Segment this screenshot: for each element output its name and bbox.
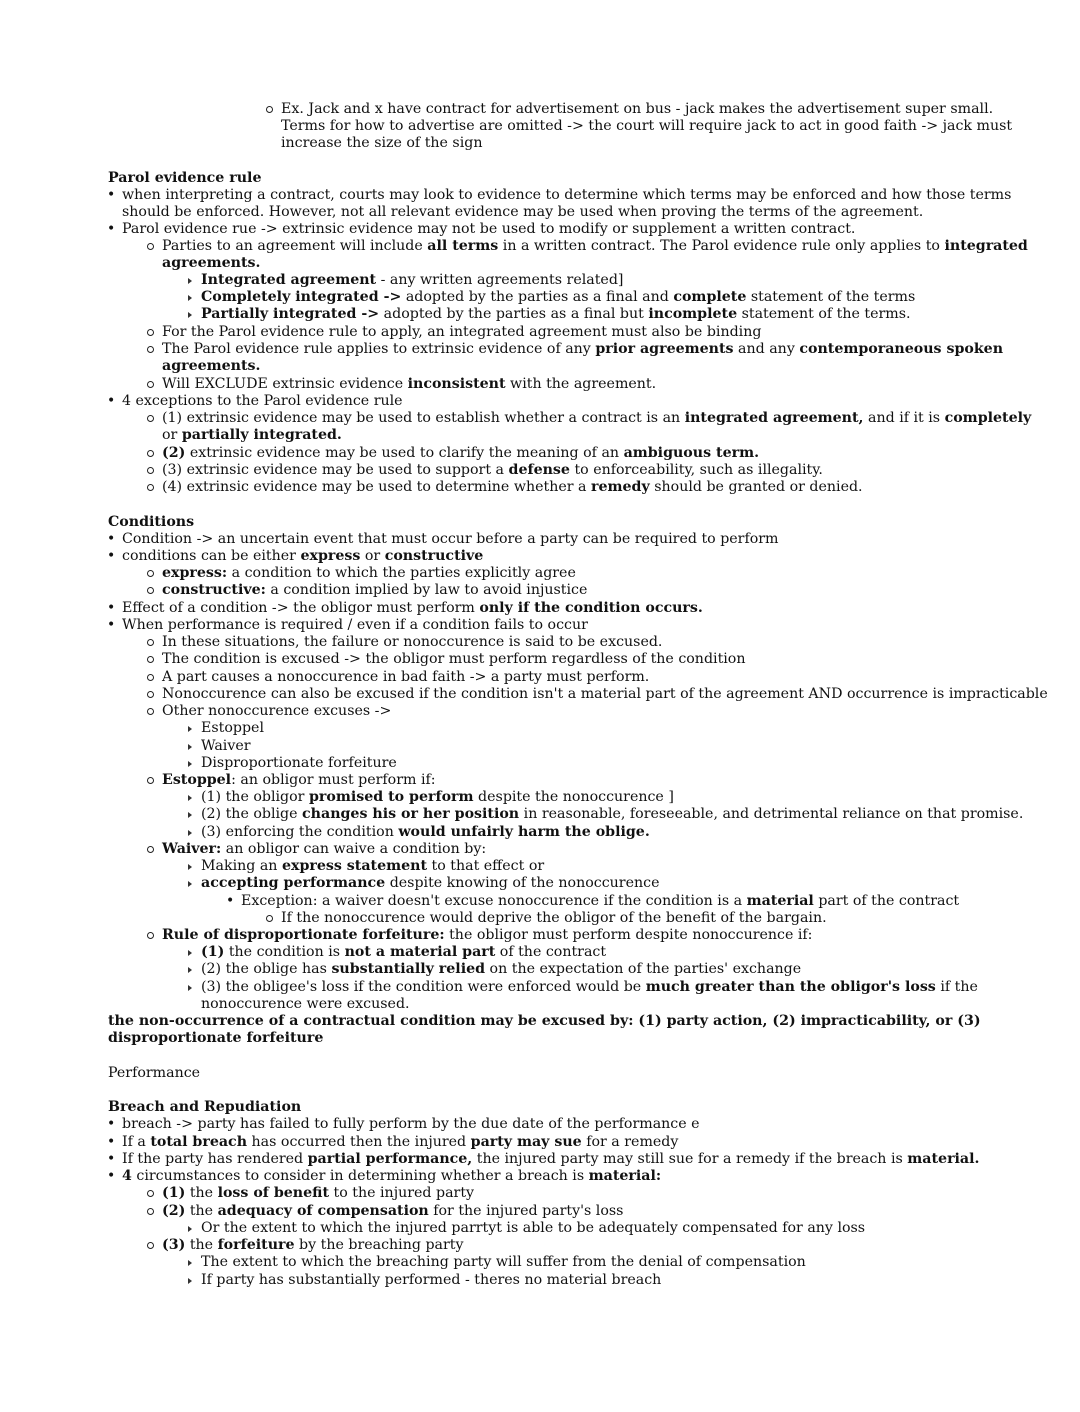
bullet-icon: •	[107, 1134, 116, 1150]
circle-bullet-icon	[266, 915, 273, 922]
bold-text: completely	[944, 410, 1032, 426]
text-line	[201, 289, 915, 306]
text: If party has substantially performed - theres no material breach	[201, 1272, 662, 1288]
text: If the party has rendered	[122, 1151, 308, 1167]
text-line	[108, 1099, 301, 1116]
bold-text: constructive	[384, 548, 484, 564]
bold-text: total breach	[150, 1134, 248, 1150]
text-line	[201, 875, 659, 892]
text-line	[162, 376, 656, 393]
text: Estoppel	[201, 720, 264, 736]
circle-bullet-icon	[147, 708, 154, 715]
text: (3) the obligee's loss if the condition were enforced would be	[201, 979, 646, 995]
text: (2) the oblige	[201, 806, 303, 822]
text-line	[201, 1220, 865, 1237]
circle-bullet-icon	[147, 450, 154, 457]
circle-bullet-icon	[147, 846, 154, 853]
bold-text: Partially integrated ->	[201, 306, 380, 322]
circle-bullet-icon	[147, 691, 154, 698]
text: Condition -> an uncertain event that must occur before a party can be required to perform	[122, 531, 779, 547]
bold-text: Waiver:	[162, 841, 222, 857]
text: Waiver	[201, 738, 251, 754]
text-line	[201, 806, 1023, 823]
text-line	[201, 306, 911, 323]
text: circumstances to consider in determining whether a breach is	[131, 1168, 589, 1184]
circle-bullet-icon	[147, 329, 154, 336]
text: the injured party may still sue for a remedy if the breach is	[472, 1151, 908, 1167]
circle-bullet-icon	[147, 415, 154, 422]
bold-text: remedy	[591, 479, 650, 495]
text-line	[162, 565, 576, 582]
text-line	[201, 738, 251, 755]
text-line	[162, 445, 759, 462]
circle-bullet-icon	[147, 346, 154, 353]
bold-text: ambiguous term.	[623, 445, 760, 461]
text: Will EXCLUDE extrinsic evidence	[162, 376, 408, 392]
bold-text: defense	[508, 462, 570, 478]
text: Nonoccurence can also be excused if the condition isn't a material part of the agreement AND occurrence is impracticable	[162, 686, 1048, 702]
circle-bullet-icon	[147, 1242, 154, 1249]
bold-text: Integrated agreement	[201, 272, 377, 288]
triangle-bullet-icon	[188, 864, 192, 870]
text: with the agreement.	[505, 376, 657, 392]
bold-text: loss of benefit	[217, 1185, 330, 1201]
bold-text: forfeiture	[217, 1237, 295, 1253]
text-line	[201, 1254, 806, 1271]
bold-text: material	[746, 893, 814, 909]
text: the	[185, 1203, 218, 1219]
text: (3) enforcing the condition	[201, 824, 399, 840]
text-line	[201, 1272, 661, 1289]
text: by the breaching party	[294, 1237, 464, 1253]
text-line	[201, 979, 978, 996]
text-line	[107, 1116, 700, 1133]
text: If a	[122, 1134, 151, 1150]
bullet-icon: •	[107, 221, 116, 237]
bold-text: Parol evidence rule	[108, 170, 262, 186]
text-line	[107, 617, 588, 634]
circle-bullet-icon	[147, 484, 154, 491]
text-line	[108, 170, 261, 187]
text-line	[281, 118, 1012, 135]
text: the condition is	[224, 944, 345, 960]
text: Disproportionate forfeiture	[201, 755, 397, 771]
circle-bullet-icon	[147, 1190, 154, 1197]
triangle-bullet-icon	[188, 278, 192, 284]
bold-text: disproportionate forfeiture	[108, 1030, 324, 1046]
text: in a written contract. The Parol evidence rule only applies to	[498, 238, 945, 254]
text: in reasonable, foreseeable, and detrimental reliance on that promise.	[519, 806, 1024, 822]
bullet-icon: •	[107, 617, 116, 633]
circle-bullet-icon	[147, 932, 154, 939]
text-line	[108, 1030, 323, 1047]
circle-bullet-icon	[147, 381, 154, 388]
circle-bullet-icon	[266, 106, 273, 113]
text-line	[107, 531, 779, 548]
bold-text: Rule of disproportionate forfeiture:	[162, 927, 445, 943]
bold-text: much greater than the obligor's loss	[645, 979, 936, 995]
bold-text: agreements.	[162, 358, 261, 374]
text: (3) extrinsic evidence may be used to support a	[162, 462, 509, 478]
bullet-icon: •	[107, 393, 116, 409]
triangle-bullet-icon	[188, 295, 192, 301]
bold-text: complete	[673, 289, 747, 305]
text: the	[185, 1185, 218, 1201]
bold-text: adequacy of compensation	[217, 1203, 429, 1219]
circle-bullet-icon	[147, 467, 154, 474]
text-line	[201, 789, 674, 806]
text: should be enforced. However, not all relevant evidence may be used when proving the terms of the agreement.	[122, 204, 924, 220]
circle-bullet-icon	[147, 674, 154, 681]
text: Effect of a condition -> the obligor must perform	[122, 600, 480, 616]
bullet-icon: •	[107, 600, 116, 616]
triangle-bullet-icon	[188, 967, 192, 973]
triangle-bullet-icon	[188, 1278, 192, 1284]
text: to enforceability, such as illegality.	[569, 462, 823, 478]
text: - any written agreements related]	[376, 272, 624, 288]
text-line	[107, 221, 856, 238]
text-line	[162, 255, 260, 272]
bold-text: (1)	[162, 1185, 186, 1201]
text: of the contract	[495, 944, 607, 960]
bold-text: integrated agreement,	[684, 410, 864, 426]
triangle-bullet-icon	[188, 830, 192, 836]
text-line	[201, 272, 623, 289]
bold-text: partially integrated.	[181, 427, 342, 443]
text: Terms for how to advertise are omitted -> the court will require jack to act in good faith -> jack must	[281, 118, 1013, 134]
text: breach -> party has failed to fully perform by the due date of the performance e	[122, 1116, 700, 1132]
text-line	[162, 1185, 474, 1202]
triangle-bullet-icon	[188, 1260, 192, 1266]
triangle-bullet-icon	[188, 744, 192, 750]
bullet-icon: •	[107, 531, 116, 547]
text-line	[162, 341, 1003, 358]
bold-text: promised to perform	[308, 789, 474, 805]
text: Exception: a waiver doesn't excuse nonoccurence if the condition is a	[241, 893, 747, 909]
text: The Parol evidence rule applies to extrinsic evidence of any	[162, 341, 596, 357]
text-line	[107, 1168, 662, 1185]
bold-text: partial performance,	[307, 1151, 473, 1167]
text: Making an	[201, 858, 282, 874]
triangle-bullet-icon	[188, 985, 192, 991]
text: when interpreting a contract, courts may look to evidence to determine which terms may be enforced and how those terms	[122, 187, 1012, 203]
text: to that effect or	[427, 858, 545, 874]
bold-text: material.	[907, 1151, 980, 1167]
text-line	[162, 841, 486, 858]
text: If the nonoccurence would deprive the obligor of the benefit of the bargain.	[281, 910, 827, 926]
text: to the injured party	[329, 1185, 475, 1201]
text: has occurred then the injured	[247, 1134, 471, 1150]
text-line	[162, 582, 587, 599]
text-line	[162, 651, 745, 668]
circle-bullet-icon	[147, 639, 154, 646]
bold-text: express	[300, 548, 361, 564]
text: The extent to which the breaching party will suffer from the denial of compensation	[201, 1254, 806, 1270]
text-line	[107, 1151, 980, 1168]
bold-text: prior agreements	[595, 341, 734, 357]
text: despite knowing of the nonoccurence	[385, 875, 660, 891]
text: for the injured party's loss	[428, 1203, 624, 1219]
text-line	[201, 720, 264, 737]
text-line	[162, 427, 342, 444]
text-line	[201, 755, 397, 772]
bold-text: Conditions	[108, 514, 195, 530]
text: on the expectation of the parties' exchange	[485, 961, 802, 977]
text: the	[185, 1237, 218, 1253]
text: conditions can be either	[122, 548, 301, 564]
text-line	[162, 1203, 623, 1220]
text: Or the extent to which the injured parrtyt is able to be adequately compensated for any loss	[201, 1220, 866, 1236]
text: Parties to an agreement will include	[162, 238, 428, 254]
text: for a remedy	[581, 1134, 679, 1150]
text-line	[108, 1013, 981, 1030]
text: statement of the terms.	[737, 306, 911, 322]
text-line	[107, 548, 484, 565]
bold-text: party may sue	[470, 1134, 582, 1150]
text-line	[162, 324, 761, 341]
bold-text: changes his or her position	[302, 806, 520, 822]
text: Parol evidence rue -> extrinsic evidence may not be used to modify or supplement a written contract.	[122, 221, 856, 237]
text: or	[162, 427, 182, 443]
text-line	[281, 101, 993, 118]
bold-text: express statement	[281, 858, 428, 874]
text: (2) the oblige has	[201, 961, 332, 977]
text: adopted by the parties as a final and	[401, 289, 674, 305]
triangle-bullet-icon	[188, 881, 192, 887]
text-line	[162, 479, 863, 496]
bullet-icon: •	[107, 187, 116, 203]
circle-bullet-icon	[147, 656, 154, 663]
bold-text: express:	[162, 565, 228, 581]
text: or	[360, 548, 385, 564]
text-line	[107, 393, 403, 410]
bold-text: Breach and Repudiation	[108, 1099, 302, 1115]
text: For the Parol evidence rule to apply, an integrated agreement must also be binding	[162, 324, 762, 340]
bold-text: all terms	[427, 238, 499, 254]
bold-text: (2)	[162, 445, 186, 461]
text: The condition is excused -> the obligor must perform regardless of the condition	[162, 651, 746, 667]
text: 4 exceptions to the Parol evidence rule	[122, 393, 403, 409]
bold-text: Completely integrated ->	[201, 289, 402, 305]
text-line	[201, 996, 410, 1013]
bold-text: constructive:	[162, 582, 266, 598]
bold-text: (3)	[162, 1237, 186, 1253]
bold-text: contemporaneous spoken	[799, 341, 1004, 357]
text: Other nonoccurence excuses ->	[162, 703, 392, 719]
bold-text: (2)	[162, 1203, 186, 1219]
bold-text: integrated	[944, 238, 1028, 254]
bold-text: the non-occurrence of a contractual condition may be excused by: (1) party action, (2) impracticability, or (3)	[108, 1013, 981, 1029]
triangle-bullet-icon	[188, 812, 192, 818]
text: statement of the terms	[746, 289, 916, 305]
triangle-bullet-icon	[188, 726, 192, 732]
circle-bullet-icon	[147, 587, 154, 594]
bullet-icon: •	[107, 1116, 116, 1132]
text-line	[281, 135, 482, 152]
circle-bullet-icon	[147, 243, 154, 250]
triangle-bullet-icon	[188, 795, 192, 801]
text-line	[162, 927, 812, 944]
text: nonoccurence were excused.	[201, 996, 410, 1012]
text-line	[108, 514, 194, 531]
text: and if it is	[863, 410, 945, 426]
text: Ex. Jack and x have contract for advertisement on bus - jack makes the advertisement super small.	[281, 101, 994, 117]
text-line	[107, 600, 703, 617]
triangle-bullet-icon	[188, 312, 192, 318]
circle-bullet-icon	[147, 1208, 154, 1215]
text: an obligor can waive a condition by:	[221, 841, 487, 857]
bold-text: Estoppel	[162, 772, 232, 788]
text-line	[107, 1134, 679, 1151]
bold-text: inconsistent	[407, 376, 506, 392]
text: if the	[935, 979, 978, 995]
text-line	[162, 462, 823, 479]
text-line	[162, 634, 662, 651]
text: the obligor must perform despite nonoccurence if:	[444, 927, 813, 943]
text-line	[162, 358, 260, 375]
bold-text: (1)	[201, 944, 225, 960]
circle-bullet-icon	[147, 777, 154, 784]
text: (1) the obligor	[201, 789, 309, 805]
text-line	[226, 893, 960, 910]
circle-bullet-icon	[147, 570, 154, 577]
text-line	[107, 187, 1012, 204]
text-line	[162, 686, 1048, 703]
text-line	[201, 824, 650, 841]
text: A part causes a nonoccurence in bad faith -> a party must perform.	[162, 669, 650, 685]
bold-text: substantially relied	[331, 961, 486, 977]
bold-text: 4	[122, 1168, 132, 1184]
text: increase the size of the sign	[281, 135, 483, 151]
text: : an obligor must perform if:	[231, 772, 436, 788]
text: a condition implied by law to avoid injustice	[265, 582, 588, 598]
bold-text: not a material part	[344, 944, 496, 960]
text-line	[201, 858, 544, 875]
bullet-icon: •	[107, 548, 116, 564]
text-line	[108, 1065, 200, 1082]
bullet-icon: •	[226, 893, 235, 909]
text: Performance	[108, 1065, 201, 1081]
text: (1) extrinsic evidence may be used to establish whether a contract is an	[162, 410, 685, 426]
text: extrinsic evidence may be used to clarify the meaning of an	[185, 445, 624, 461]
text-line	[162, 1237, 463, 1254]
triangle-bullet-icon	[188, 950, 192, 956]
text-line	[201, 961, 801, 978]
text-line	[162, 238, 1028, 255]
text: and any	[733, 341, 800, 357]
text-line	[281, 910, 827, 927]
bold-text: would unfairly harm the oblige.	[398, 824, 650, 840]
text-line	[122, 204, 923, 221]
triangle-bullet-icon	[188, 1226, 192, 1232]
bullet-icon: •	[107, 1168, 116, 1184]
bold-text: only if the condition occurs.	[479, 600, 703, 616]
text-line	[201, 944, 606, 961]
text-line	[162, 772, 436, 789]
bold-text: accepting performance	[201, 875, 386, 891]
text: When performance is required / even if a condition fails to occur	[122, 617, 588, 633]
bold-text: material:	[588, 1168, 662, 1184]
text-line	[162, 703, 391, 720]
bullet-icon: •	[107, 1151, 116, 1167]
text: part of the contract	[813, 893, 960, 909]
text: a condition to which the parties explicitly agree	[227, 565, 576, 581]
text: adopted by the parties as a final but	[379, 306, 649, 322]
text-line	[162, 669, 649, 686]
text: (4) extrinsic evidence may be used to determine whether a	[162, 479, 591, 495]
triangle-bullet-icon	[188, 761, 192, 767]
text-line	[162, 410, 1031, 427]
text: In these situations, the failure or nonoccurence is said to be excused.	[162, 634, 663, 650]
bold-text: incomplete	[648, 306, 738, 322]
text: despite the nonoccurence ]	[473, 789, 674, 805]
bold-text: agreements.	[162, 255, 261, 271]
text: should be granted or denied.	[649, 479, 863, 495]
